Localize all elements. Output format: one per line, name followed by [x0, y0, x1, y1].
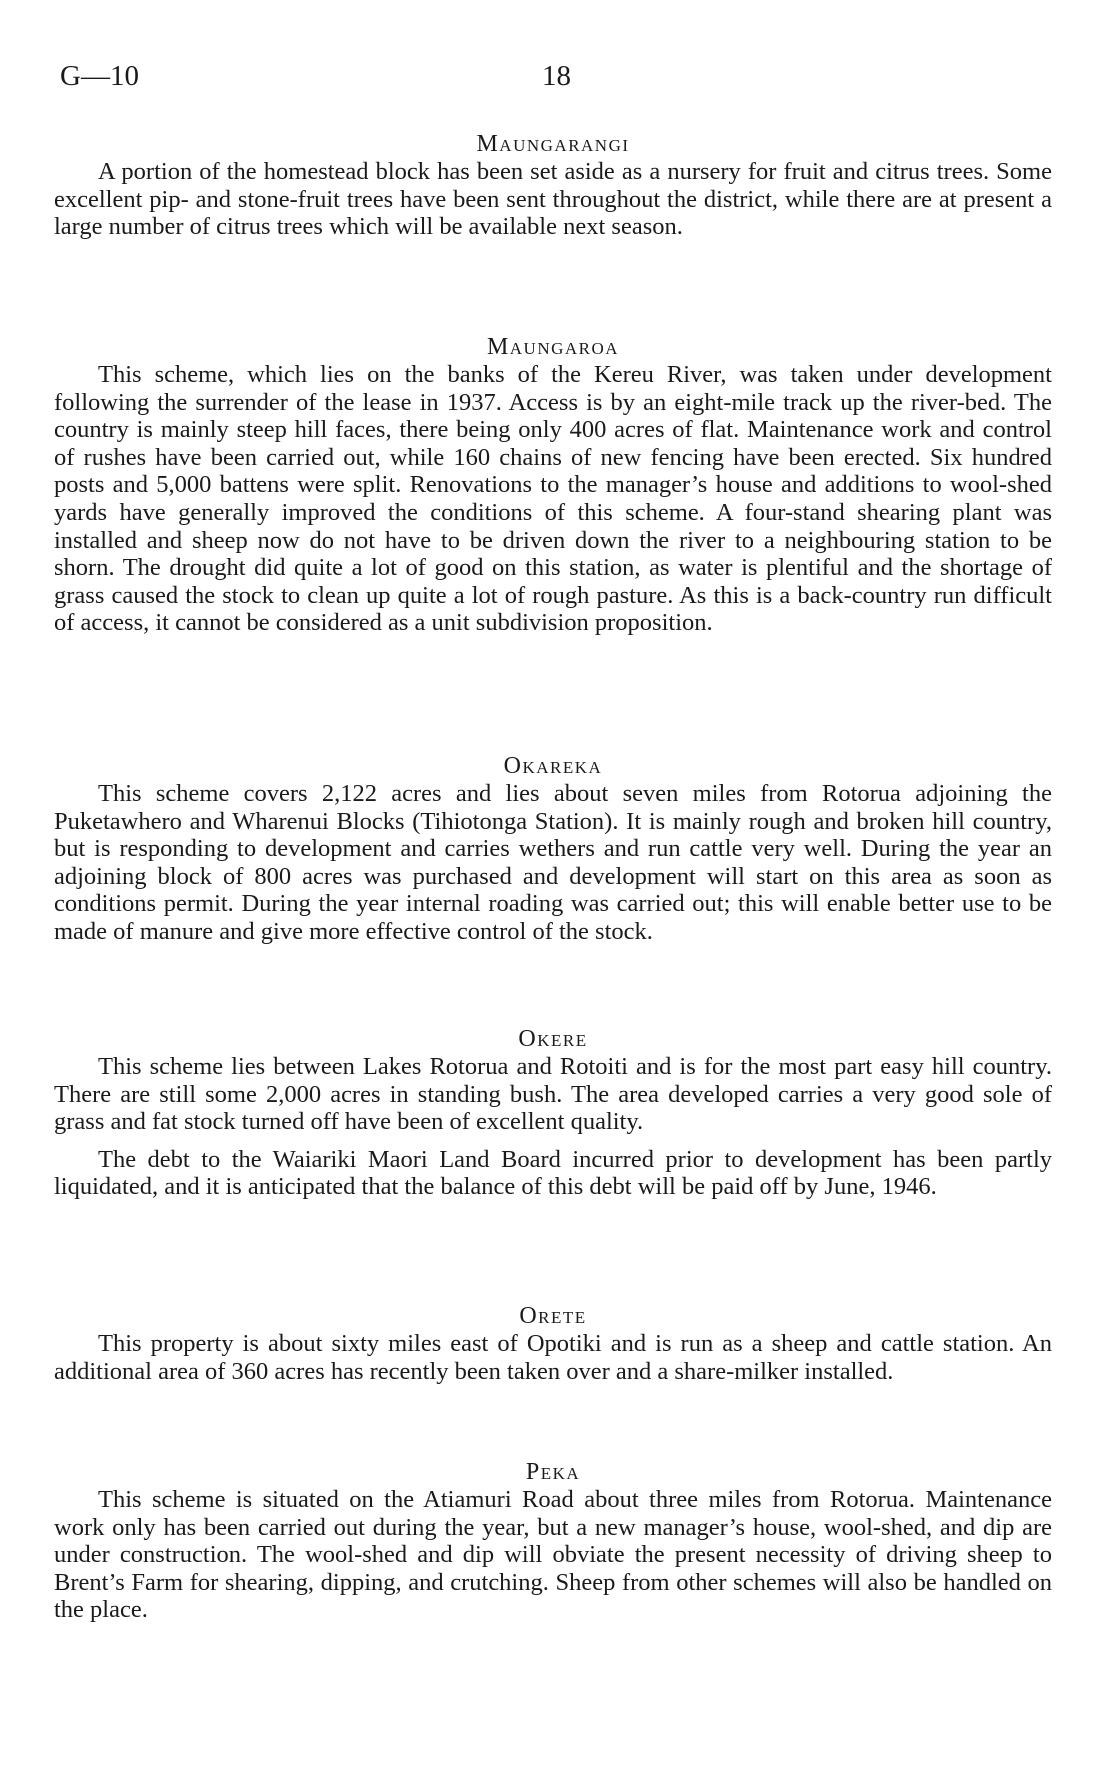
page-header — [60, 60, 1060, 96]
section-maungarangi — [54, 130, 1052, 241]
section-paragraph: This scheme covers 2,122 acres and lies about seven miles from Rotorua adjoining the Puketawhero and Wharenui Blocks (Tihiotonga Station). It is mainly rough and broken hill country, but is responding to development and carries wethers and run cattle very well. During the year an adjoining block of 800 acres was purchased and development will start on this area as soon as conditions permit. During the year internal roading was carried out; this will enable better use to be made of manure and give more effective control of the stock. — [54, 780, 1052, 945]
section-heading: Okareka — [503, 753, 603, 779]
section-paragraph: This scheme lies between Lakes Rotorua and Rotoiti and is for the most part easy hill country. There are still some 2,000 acres in standing bush. The area developed carries a very good sole of grass and fat stock turned off have been of excellent quality. — [54, 1053, 1052, 1136]
section-okareka — [54, 752, 1052, 946]
section-paragraph: This scheme is situated on the Atiamuri Road about three miles from Rotorua. Maintenance work only has been carried out during the year, but a new manager’s house, wool-shed, and dip are under construction. The wool-shed and dip will obviate the present necessity of driving sheep to Brent’s Farm for shearing, dipping, and crutching. Sheep from other schemes will also be handled on the place. — [54, 1486, 1052, 1624]
section-okere — [54, 1025, 1052, 1201]
section-orete — [54, 1302, 1052, 1385]
section-heading: Peka — [525, 1459, 581, 1485]
section-heading: Maungarangi — [476, 131, 630, 157]
section-maungaroa — [54, 333, 1052, 637]
document-reference: G—10 — [60, 60, 139, 92]
section-peka — [54, 1458, 1052, 1624]
section-paragraph: A portion of the homestead block has been set aside as a nursery for fruit and citrus trees. Some excellent pip- and stone-fruit trees have been sent throughout the district, while there are at present a large number of citrus trees which will be available next season. — [54, 158, 1052, 241]
section-paragraph: This property is about sixty miles east of Opotiki and is run as a sheep and cattle station. An additional area of 360 acres has recently been taken over and a share-milker installed. — [54, 1330, 1052, 1385]
section-heading: Orete — [519, 1303, 587, 1329]
section-heading: Maungaroa — [486, 334, 620, 360]
section-paragraph: The debt to the Waiariki Maori Land Board incurred prior to development has been partly liquidated, and it is anticipated that the balance of this debt will be paid off by June, 1946. — [54, 1145, 1052, 1201]
section-paragraph: This scheme, which lies on the banks of the Kereu River, was taken under development following the surrender of the lease in 1937. Access is by an eight-mile track up the river-bed. The country is mainly steep hill faces, there being only 400 acres of flat. Maintenance work and control of rushes have been carried out, while 160 chains of new fencing have been erected. Six hundred posts and 5,000 battens were split. Renovations to the manager’s house and additions to wool-shed yards have generally improved the conditions of this scheme. A four-stand shearing plant was installed and sheep now do not have to be driven down the river to a neighbouring station to be shorn. The drought did quite a lot of good on this station, as water is plentiful and the shortage of grass caused the stock to clean up quite a lot of rough pasture. As this is a back-country run difficult of access, it cannot be considered as a unit subdivision proposition. — [54, 361, 1052, 637]
page-number: 18 — [542, 60, 571, 92]
section-heading: Okere — [518, 1026, 588, 1052]
